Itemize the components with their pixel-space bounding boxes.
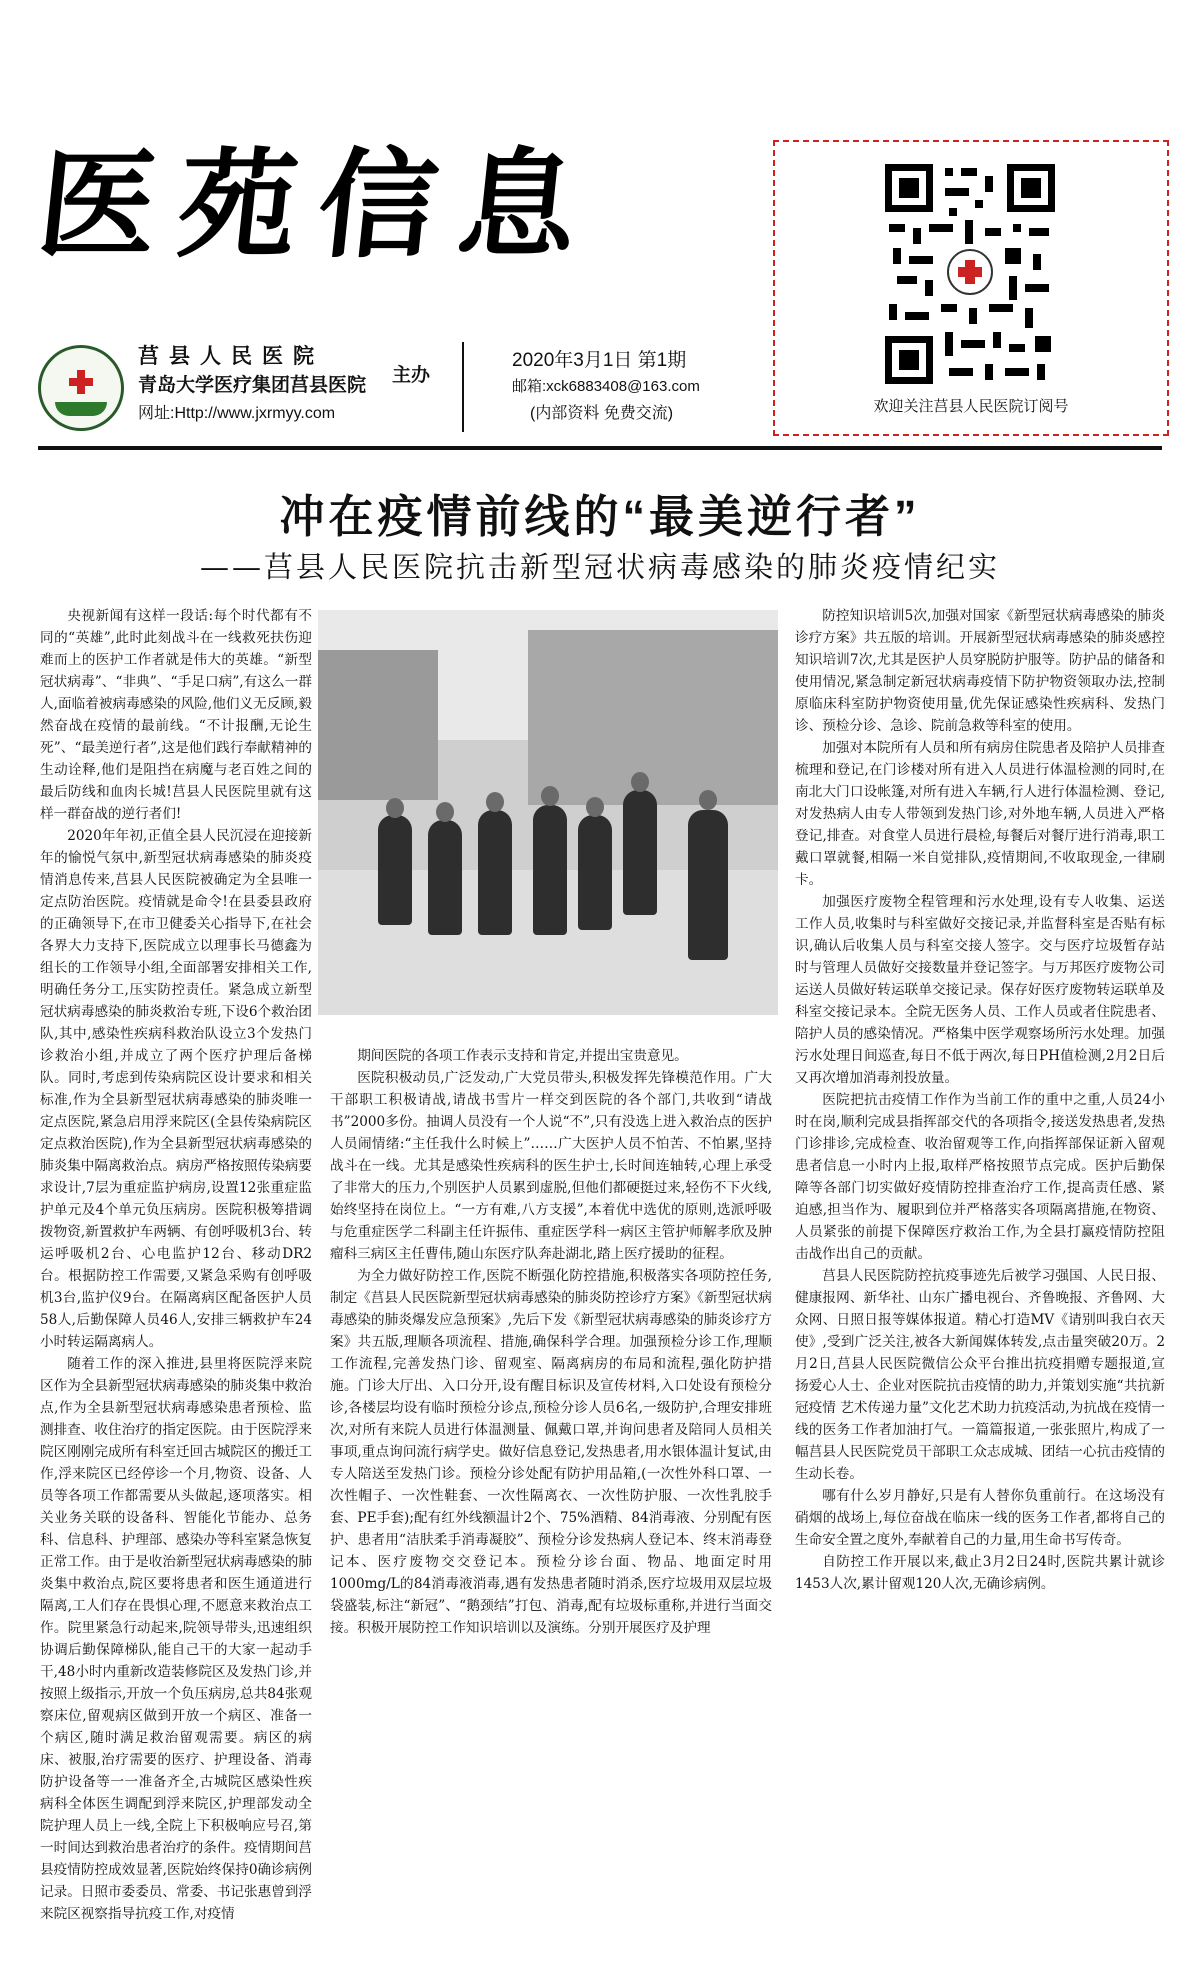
article-column-3 <box>795 605 1165 1945</box>
qr-panel <box>773 140 1169 436</box>
hospital-name: 莒县人民医院 <box>138 345 324 368</box>
paragraph: 哪有什么岁月静好,只是有人替你负重前行。在这场没有硝烟的战场上,每位奋战在临床一线的医务工作者,都将自己的生命安全置之度外,奉献着自己的力量,用生命书写传奇。 <box>795 1488 1165 1548</box>
masthead-divider <box>462 342 464 432</box>
article-headline: 冲在疫情前线的“最美逆行者” <box>279 491 921 542</box>
masthead-rule <box>38 446 1162 450</box>
hospital-logo <box>38 345 124 431</box>
paragraph: 防控知识培训5次,加强对国家《新型冠状病毒感染的肺炎诊疗方案》共五版的培训。开展新型冠状病毒感染的肺炎感控知识培训7次,尤其是医护人员穿脱防护服等。防护品的储备和使用情况,紧急制定新冠状病毒疫情下防护物资领取办法,控制原临床科室防护物资使用量,优先保证感染性疾病科、发热门诊、预检分诊、急诊、院前急救等科室的使用。 <box>795 608 1165 734</box>
paragraph: 加强医疗废物全程管理和污水处理,设有专人收集、运送工作人员,收集时与科室做好交接记录,并监督科室是否贴有标识,确认后收集人员与科室交接人签字。交与医疗垃圾暂存站时与管理人员做好交接数量并登记签字。与万邦医疗废物公司运送人员做好转运联单交接记录。保存好医疗废物转运联单及科室交接记录本。全院无医务人员、工作人员或者住院患者、陪护人员的感染情况。严格集中医学观察场所污水处理。加强污水处理日间巡查,每日不低于两次,每日PH值检测,2月2日后又再次增加消毒剂投放量。 <box>795 894 1165 1086</box>
sponsor-label: 主办 <box>392 365 431 386</box>
email: 邮箱:xck6883408@163.com <box>512 378 700 395</box>
paragraph: 医院把抗击疫情工作作为当前工作的重中之重,人员24小时在岗,顺利完成县指挥部交代的各项指令,接送发热患者,发热门诊排诊,完成检查、收治留观等工作,向指挥部保证新入留观患者信息一小时内上报,取样严格按照节点完成。医护后勤保障等各部门切实做好疫情防控排查治疗工作,提高责任感、紧迫感,担当作为、履职到位并严格落实各项隔离措施,在物资、人员紧张的前提下保障医疗救治工作,为全县打赢疫情防控阻击战作出自己的贡献。 <box>795 1092 1165 1262</box>
qr-code-icon <box>885 164 1055 384</box>
website: 网址:Http://www.jxrmyy.com <box>138 405 336 422</box>
paragraph: 自防控工作开展以来,截止3月2日24时,医院共累计就诊1453人次,累计留观120人次,无确诊病例。 <box>795 1554 1165 1592</box>
paragraph: 为全力做好防控工作,医院不断强化防控措施,积极落实各项防控任务,制定《莒县人民医院新型冠状病毒感染的肺炎防控诊疗方案》《新型冠状病毒感染的肺炎爆发应急预案》,先后下发《新型冠状病毒感染的肺炎诊疗方案》共五版,理顺各项流程、措施,确保科学合理。加强预检分诊工作,理顺工作流程,完善发热门诊、留观室、隔离病房的布局和流程,强化防护措施。门诊大厅出、入口分开,设有醒目标识及宣传材料,入口处设有预检分诊,各楼层均设有临时预检分诊点,预检分诊人员6名,一级防护,合理安排班次,对所有来院人员进行体温测量、佩戴口罩,并询问患者及陪同人员相关事项,重点询问流行病学史。做好信息登记,发热患者,用水银体温计复试,由专人陪送至发热门诊。预检分诊处配有防护用品箱,(一次性外科口罩、一次性帽子、一次性鞋套、一次性隔离衣、一次性防护服、一次性乳胶手套、PE手套);配有红外线额温计2个、75%酒精、84消毒液、分别配有医护、患者用“洁肤柔手消毒凝胶”、预检分诊发热病人登记本、终末消毒登记本、医疗废物交交登记本。预检分诊台面、物品、地面定时用1000mg/L的84消毒液消毒,遇有发热患者随时消杀,医疗垃圾用双层垃圾袋盛装,标注“新冠”、“鹅颈结”打包、消毒,配有垃圾标重称,并进行当面交接。积极开展防控工作知识培训以及演练。分别开展医疗及护理 <box>330 1268 772 1636</box>
masthead-title: 医苑信息 <box>31 135 607 274</box>
red-cross-icon <box>69 370 93 394</box>
paragraph: 2020年年初,正值全县人民沉浸在迎接新年的愉悦气氛中,新型冠状病毒感染的肺炎疫情消息传来,莒县人民医院被确定为全县唯一定点防治医院。疫情就是命令!在县委县政府的正确领导下,在市卫健委关心指导下,在社会各界大力支持下,医院成立以理事长马德鑫为组长的工作领导小组,全面部署安排相关工作,明确任务分工,压实防控责任。紧急成立新型冠状病毒感染的肺炎救治专班,下设6个救治团队,其中,感染性疾病科救治队设立3个发热门诊救治小组,并成立了两个医疗护理后备梯队。同时,考虑到传染病院区设计要求和相关标准,作为全县新型冠状病毒感染的肺炎唯一定点医院,紧急启用浮来院区(全县传染病院区定点救治医院),作为全县新型冠状病毒感染的肺炎集中隔离救治点。病房严格按照传染病要求设计,7层为重症监护病房,设置12张重症监护单元及4个单元负压病房。医院积极筹措调拨物资,新置救护车两辆、有创呼吸机3台、转运呼吸机2台、心电监护12台、移动DR2台。根据防控工作需要,又紧急采购有创呼吸机3台,监护仪9台。在隔离病区配备医护人员58人,后勤保障人员46人,安排三辆救护车24小时转运隔离病人。 <box>40 828 312 1350</box>
article-subheadline: ——莒县人民医院抗击新型冠状病毒感染的肺炎疫情纪实 <box>199 550 1000 584</box>
news-photo <box>318 610 778 1015</box>
paragraph: 加强对本院所有人员和所有病房住院患者及陪护人员排查梳理和登记,在门诊楼对所有进入人员进行体温检测的同时,在南北大门口设帐篷,对所有进入车辆,行人进行体温检测、登记,对发热病人由专人带领到发热门诊,对外地车辆,人员进入严格登记,排查。对食堂人员进行晨检,每餐后对餐厅进行消毒,职工戴口罩就餐,相隔一米自觉排队,疫情期间,不收取现金,一律刷卡。 <box>795 740 1165 888</box>
paragraph: 医院积极动员,广泛发动,广大党员带头,积极发挥先锋模范作用。广大干部职工积极请战,请战书雪片一样交到医院的各个部门,共收到“请战书”2000多份。抽调人员没有一个人说“不”,只有没选上进入救治点的医护人员闹情绪:“主任我什么时候上”……广大医护人员不怕苦、不怕累,坚持战斗在一线。尤其是感染性疾病科的医生护士,长时间连轴转,心理上承受了非常大的压力,个别医护人员累到虚脱,但他们都硬挺过来,轻伤不下火线,始终坚持在岗位上。“一方有难,八方支援”,本着优中选优的原则,选派呼吸与危重症医学二科副主任许振伟、重症医学科一病区主管护师解孝欣及肿瘤科三病区主任曹伟,随山东医疗队奔赴湖北,踏上医疗援助的征程。 <box>330 1070 772 1262</box>
paragraph: 期间医院的各项工作表示支持和肯定,并提出宝贵意见。 <box>357 1048 688 1064</box>
hospital-group-name: 青岛大学医疗集团莒县医院 <box>138 375 367 396</box>
internal-note: (内部资料 免费交流) <box>530 405 674 422</box>
paragraph: 央视新闻有这样一段话:每个时代都有不同的“英雄”,此时此刻战斗在一线救死扶伤迎难而上的医护工作者就是伟大的英雄。“新型冠状病毒”、“非典”、“手足口病”,有这么一群人,面临着被病毒感染的风险,他们义无反顾,毅然奋战在疫情的最前线。“不计报酬,无论生死”、“最美逆行者”,这是他们践行奉献精神的生动诠释,他们是阻挡在病魔与老百姓之间的最后防线和血肉长城!莒县人民医院里就有这样一群奋战的逆行者们! <box>40 608 312 822</box>
paragraph: 莒县人民医院防控抗疫事迹先后被学习强国、人民日报、健康报网、新华社、山东广播电视台、齐鲁晚报、齐鲁网、大众网、日照日报等媒体报道。精心打造MV《请别叫我白衣天使》,受到广泛关注,被各大新闻媒体转发,点击量突破20万。2月2日,莒县人民医院微信公众平台推出抗疫捐赠专题报道,宣扬爱心人士、企业对医院抗击疫情的助力,并策划实施“共抗新冠疫情 艺术传递力量”文化艺术助力抗疫活动,为抗战在疫情一线的医务工作者加油打气。一篇篇报道,一张张照片,构成了一幅莒县人民医院党员干部职工众志成城、团结一心抗击疫情的生动长卷。 <box>795 1268 1165 1482</box>
paragraph: 随着工作的深入推进,县里将医院浮来院区作为全县新型冠状病毒感染的肺炎集中救治点,作为全县新型冠状病毒感染患者预检、监测排查、收住治疗的指定医院。由于医院浮来院区刚刚完成所有科室迁回古城院区的搬迁工作,浮来院区已经停诊一个月,物资、设备、人员等各项工作都需要从头做起,逐项落实。相关业务关联的设备科、智能化节能办、总务科、信息科、护理部、感染办等科室紧急恢复正常工作。由于是收治新型冠状病毒感染的肺炎集中救治点,院区要将患者和医生通道进行隔离,工人们存在畏惧心理,不愿意来救治点工作。院里紧急行动起来,院领导带头,迅速组织协调后勤保障梯队,能自己干的大家一起动手干,48小时内重新改造装修院区及发热门诊,并按照上级指示,开放一个负压病房,总共84张观察床位,留观病区做到开放一个病区、准备一个病区,随时满足救治留观需要。病区的病床、被服,治疗需要的医疗、护理设备、消毒防护设备等一一准备齐全,古城院区感染性疾病科全体医生调配到浮来院区,护理部发动全院护理人员上一线,全院上下积极响应号召,第一时间达到救治患者治疗的条件。疫情期间莒县疫情防控成效显著,医院始终保持0确诊病例记录。日照市委委员、常委、书记张惠曾到浮来院区视察指导抗疫工作,对疫情 <box>40 1356 312 1922</box>
article-column-1 <box>40 605 312 1945</box>
issue-date: 2020年3月1日 第1期 <box>512 350 687 371</box>
article-column-2 <box>330 1045 772 1945</box>
qr-caption: 欢迎关注莒县人民医院订阅号 <box>873 398 1069 415</box>
leaf-icon <box>55 402 107 416</box>
